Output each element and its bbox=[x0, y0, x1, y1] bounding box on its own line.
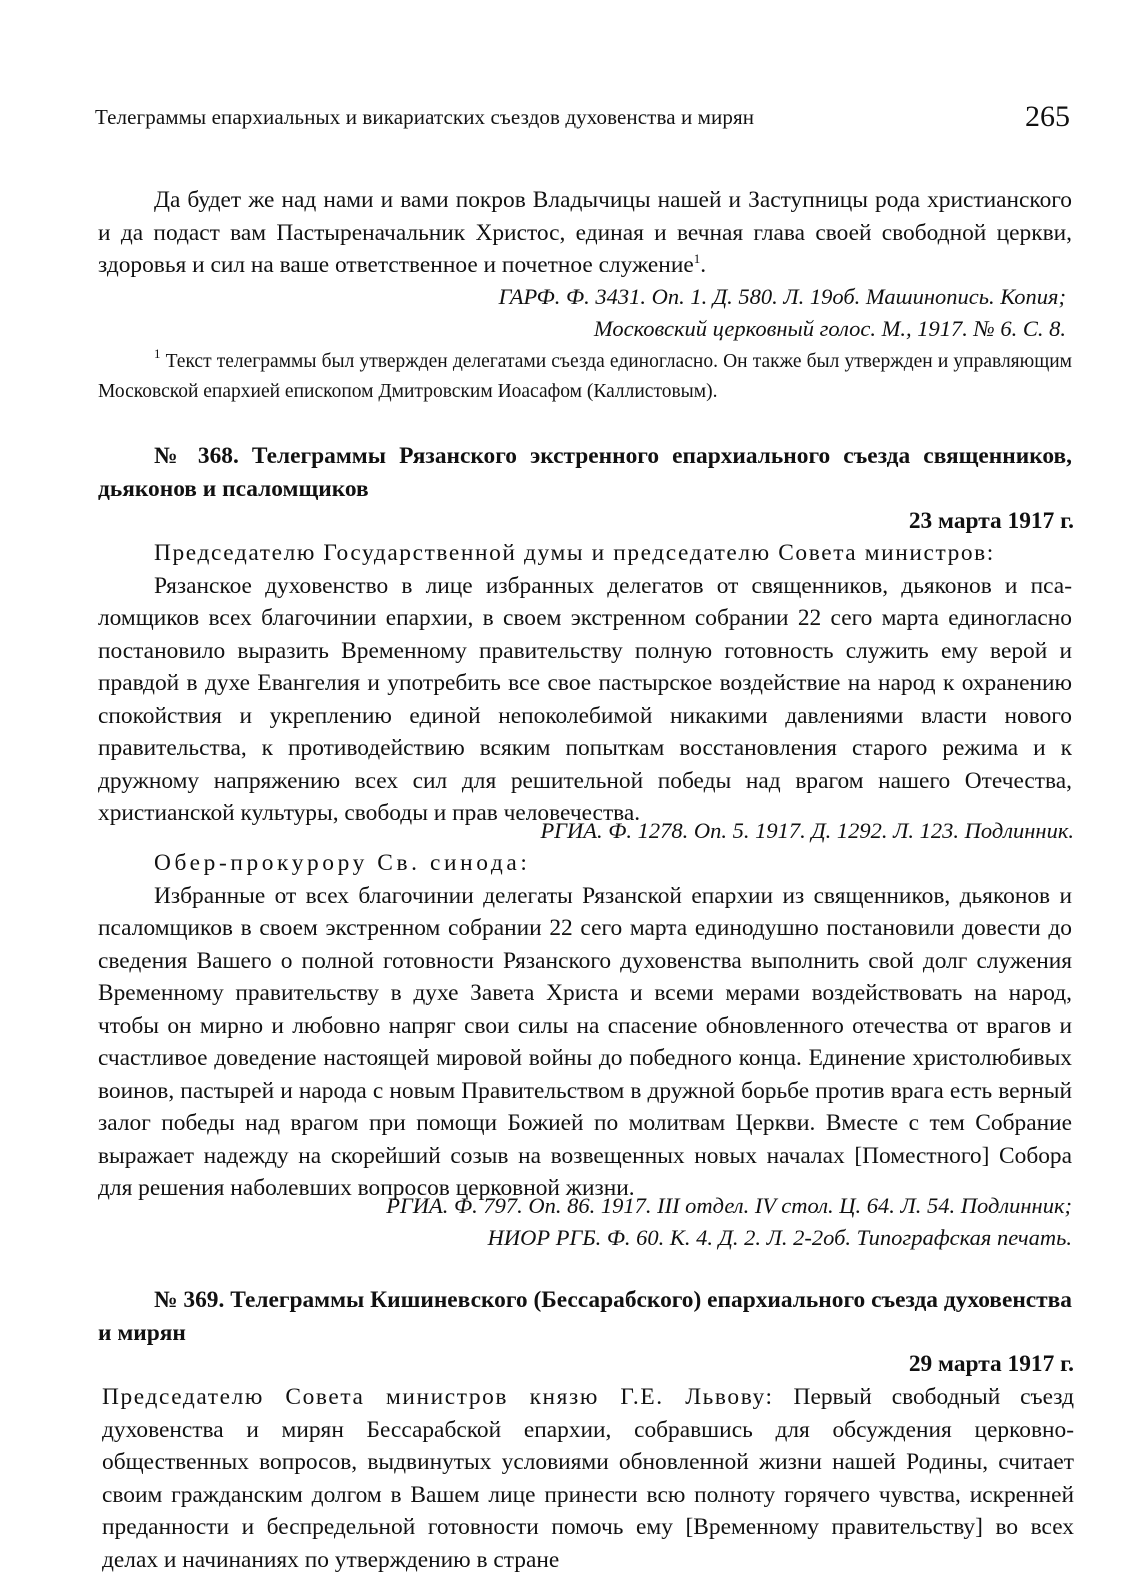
archive-source: Московский церковный голос. М., 1917. № 6. С. 8. bbox=[593, 316, 1066, 341]
addressee: Председателю Совета министров князю Г.Е. Львову: bbox=[102, 1384, 774, 1410]
document-368-body-2 bbox=[98, 847, 1072, 1205]
document-369-heading: № 369. Телеграммы Кишиневского (Бессарабского) епархиального съезда духовенства и мирян bbox=[98, 1287, 1072, 1346]
document-368-heading-block bbox=[98, 440, 1072, 505]
archive-source: ГАРФ. Ф. 3431. Оп. 1. Д. 580. Л. 19об. Машинопись. Копия; bbox=[498, 284, 1066, 309]
addressee-line bbox=[98, 847, 1072, 880]
footnote-text: Текст телеграммы был утвержден делегатами съезда единогласно. Он также был утвержден и управляющим Московской епархией епископом Дмитровским Иоасафом (Каллистовым). bbox=[98, 351, 1072, 402]
intro-sources bbox=[98, 281, 1066, 345]
footnote-section bbox=[98, 347, 1072, 407]
document-369-heading-block bbox=[98, 1284, 1072, 1349]
document-368-body-1 bbox=[98, 537, 1072, 830]
page-number: 265 bbox=[1025, 100, 1070, 133]
addressee-line bbox=[98, 537, 1072, 570]
document-368-heading: № 368. Телеграммы Рязанского экстренного епархиального съезда священников, дьяконов и псаломщиков bbox=[98, 443, 1072, 502]
document-369-body bbox=[102, 1381, 1074, 1576]
telegram-text: Избранные от всех благочинии делегаты Рязанской епархии из священников, дьяконов и псаломщиков в своем экстренном собрании 22 сего марта единодушно постановили довести до сведения Вашего о полной готовности Рязанского духовенства выполнить свой долг служения Временному правительству в духе Завета Христа и всеми мерами воздействовать на народ, чтобы он мирно и любовно напряг свои силы на спасение обновленного отечества от врагов и счастливое доведение настоящей мировой войны до победного конца. Единение христолюбивых воинов, пастырей и народа с новым Правительством в дружной борьбе против врага есть верный залог победы над врагом при помощи Божией по молитвам Церкви. Вместе с тем Собрание выражает надежду на скорейший созыв на возвещенных новых началах [Поместного] Собора для решения наболевших вопросов церковной жизни. bbox=[98, 882, 1072, 1201]
document-368-date-block bbox=[98, 505, 1074, 538]
footnote-reference[interactable]: 1 bbox=[693, 251, 701, 266]
running-title: Телеграммы епархиальных и викариатских съездов духовенства и мирян bbox=[95, 105, 755, 129]
addressee: Обер-прокурору Св. синода: bbox=[154, 850, 531, 876]
document-368-source-1 bbox=[98, 815, 1074, 847]
telegram-text: Рязанское духовенство в лице избранных делегатов от священников, дьяконов и псаломщиков всех благочинии епархии, в своем экстренном собрании 22 сего марта единогласно постановило выразить Временному правительству полную готовность служить ему верой и правдой в духе Евангелия и употребить все свое пастырское воздействие на народ к охранению спокойствия и укреплению единой непоколебимой никакими давлениями власти нового правительства, к противодействию всяким попыткам восстановления старого режима и к дружному напряжению всех сил для решительной победы над врагом нашего Отечества, христианской культуры, свободы и прав человечества. bbox=[98, 572, 1072, 826]
archive-source: РГИА. Ф. 797. Оп. 86. 1917. III отдел. IV стол. Ц. 64. Л. 54. Подлинник; bbox=[386, 1193, 1072, 1218]
telegram-text bbox=[102, 1381, 1074, 1576]
document-368-date: 23 марта 1917 г. bbox=[908, 508, 1074, 534]
intro-paragraph: Да будет же над нами и вами покров Владычицы нашей и Заступницы рода христианского и да подаст вам Пастыреначальник Христос, единая и вечная глава своей свободной церкви, здоровья и сил на ваше ответственное и почетное служение$^1$. bbox=[98, 187, 1072, 278]
archive-source: РГИА. Ф. 1278. Оп. 5. 1917. Д. 1292. Л. 123. Подлинник. bbox=[540, 818, 1074, 843]
document-368-sources-2 bbox=[98, 1190, 1072, 1254]
footnote bbox=[98, 347, 1072, 407]
telegram-body: Первый свободный съезд духовенства и мирян Бессарабской епархии, собравшись для обсуждения церковно-общественных вопросов, выдвинутых условиями обновленной жизни нашей Родины, считает своим гражданским долгом в Вашем лице принести всю полноту горячего чувства, искренней преданности и беспредельной готовности помочь ему [Временному правительству] во всех делах и начинаниях по утверждению в стране bbox=[102, 1384, 1074, 1573]
footnote-mark: 1 bbox=[154, 346, 161, 361]
addressee: Председателю Государственной думы и председателю Совета министров: bbox=[154, 540, 995, 566]
document-369-date-block bbox=[98, 1348, 1074, 1381]
intro-section bbox=[98, 184, 1072, 282]
running-header bbox=[95, 98, 1070, 134]
document-369-date: 29 марта 1917 г. bbox=[908, 1351, 1074, 1377]
archive-source: НИОР РГБ. Ф. 60. К. 4. Д. 2. Л. 2-2об. Типографская печать. bbox=[487, 1225, 1072, 1250]
intro-text: Да будет же над нами и вами покров Владычицы нашей и Заступницы рода христианского и да подаст вам Пастыреначальник Христос, единая и вечная глава своей свободной церкви, здоровья и сил на ваше ответственное и почетное служение bbox=[98, 187, 1072, 278]
